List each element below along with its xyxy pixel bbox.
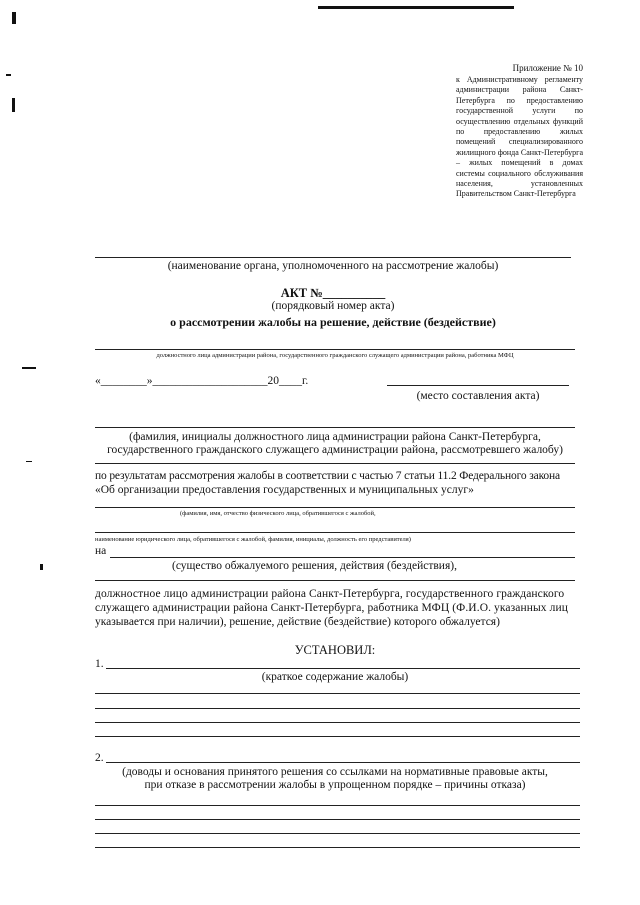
applicant-line <box>95 507 575 508</box>
scan-mark-left-1 <box>6 74 11 76</box>
act-date: «________»____________________20____г. <box>95 375 309 387</box>
essence-caption: (существо обжалуемого решения, действия (бездействия), <box>172 560 457 572</box>
official-line <box>95 349 575 350</box>
item-1-line-4 <box>95 722 580 723</box>
scan-mark-left-2 <box>12 98 15 112</box>
item-2-number: 2. <box>95 752 104 764</box>
item-1-line <box>106 668 580 669</box>
appendix-title: Приложение № 10 <box>512 63 583 73</box>
official-caption: должностного лица администрации района, государственного гражданского служащего администрации района, работника МФЦ <box>156 352 514 359</box>
scan-mark-left-4 <box>26 461 32 462</box>
scan-mark-left-5 <box>40 564 43 570</box>
item-2-caption-1: (доводы и основания принятого решения со ссылками на нормативные правовые акты, <box>122 766 548 778</box>
applicant-caption: (фамилия, имя, отчество физического лица, обратившегося с жалобой, <box>180 510 376 517</box>
essence-line <box>95 580 575 581</box>
appendix-body: к Административному регламенту администрации района Санкт-Петербурга по предоставлению государственной услуги по осуществлению отдельных функций по предоставлению жилых помещений специализированного жилищного фонда Санкт-Петербурга – жилых помещений в домах системы социального обслуживания населения, установленных Правительством Санкт-Петербурга <box>456 75 583 199</box>
scan-mark-top-bar <box>318 6 514 9</box>
item-1-line-2 <box>95 693 580 694</box>
examiner-line <box>95 427 575 428</box>
organ-caption: (наименование органа, уполномоченного на рассмотрение жалобы) <box>167 260 499 272</box>
on-line <box>110 557 575 558</box>
item-2-line-5 <box>95 847 580 848</box>
item-1-number: 1. <box>95 658 104 670</box>
on-label: на <box>95 545 107 557</box>
act-subject: о рассмотрении жалобы на решение, действие (бездействие) <box>170 315 496 329</box>
appendix-block <box>456 63 583 200</box>
place-caption: (место составления акта) <box>416 390 540 402</box>
organ-line <box>95 257 571 258</box>
official-paragraph-3: указывается при наличии), решение, действие (бездействие) которого обжалуется) <box>95 616 500 628</box>
act-title: АКТ №__________ <box>280 286 386 300</box>
item-2-caption-2: при отказе в рассмотрении жалобы в упрощенном порядке – причины отказа) <box>144 779 526 791</box>
item-2-line-4 <box>95 833 580 834</box>
legal-entity-caption: наименование юридического лица, обратившегося с жалобой, фамилия, инициалы, должность его представителя) <box>95 536 411 543</box>
item-2-line-2 <box>95 805 580 806</box>
act-number-caption: (порядковый номер акта) <box>271 300 395 312</box>
examiner-line-2 <box>95 463 575 464</box>
item-1-line-3 <box>95 708 580 709</box>
place-line <box>387 385 569 386</box>
results-line-2: «Об организации предоставления государственных и муниципальных услуг» <box>95 484 474 496</box>
established-heading: УСТАНОВИЛ: <box>294 643 376 657</box>
item-2-line-3 <box>95 819 580 820</box>
results-line-1: по результатам рассмотрения жалобы в соответствии с частью 7 статьи 11.2 Федерального закона <box>95 470 560 482</box>
examiner-caption-2: государственного гражданского служащего администрации района, рассмотревшего жалобу) <box>107 444 563 456</box>
official-paragraph-1: должностное лицо администрации района Санкт-Петербурга, государственного гражданского <box>95 588 565 600</box>
scan-mark-left-3 <box>22 367 36 369</box>
applicant-line-2 <box>95 532 575 533</box>
item-1-caption: (краткое содержание жалобы) <box>261 671 409 683</box>
official-paragraph-2: служащего администрации района Санкт-Петербурга, работника МФЦ (Ф.И.О. указанных лиц <box>95 602 568 614</box>
scan-mark-top-left <box>12 12 16 24</box>
item-2-line <box>106 762 580 763</box>
examiner-caption-1: (фамилия, инициалы должностного лица администрации района Санкт-Петербурга, <box>129 431 541 443</box>
item-1-line-5 <box>95 736 580 737</box>
